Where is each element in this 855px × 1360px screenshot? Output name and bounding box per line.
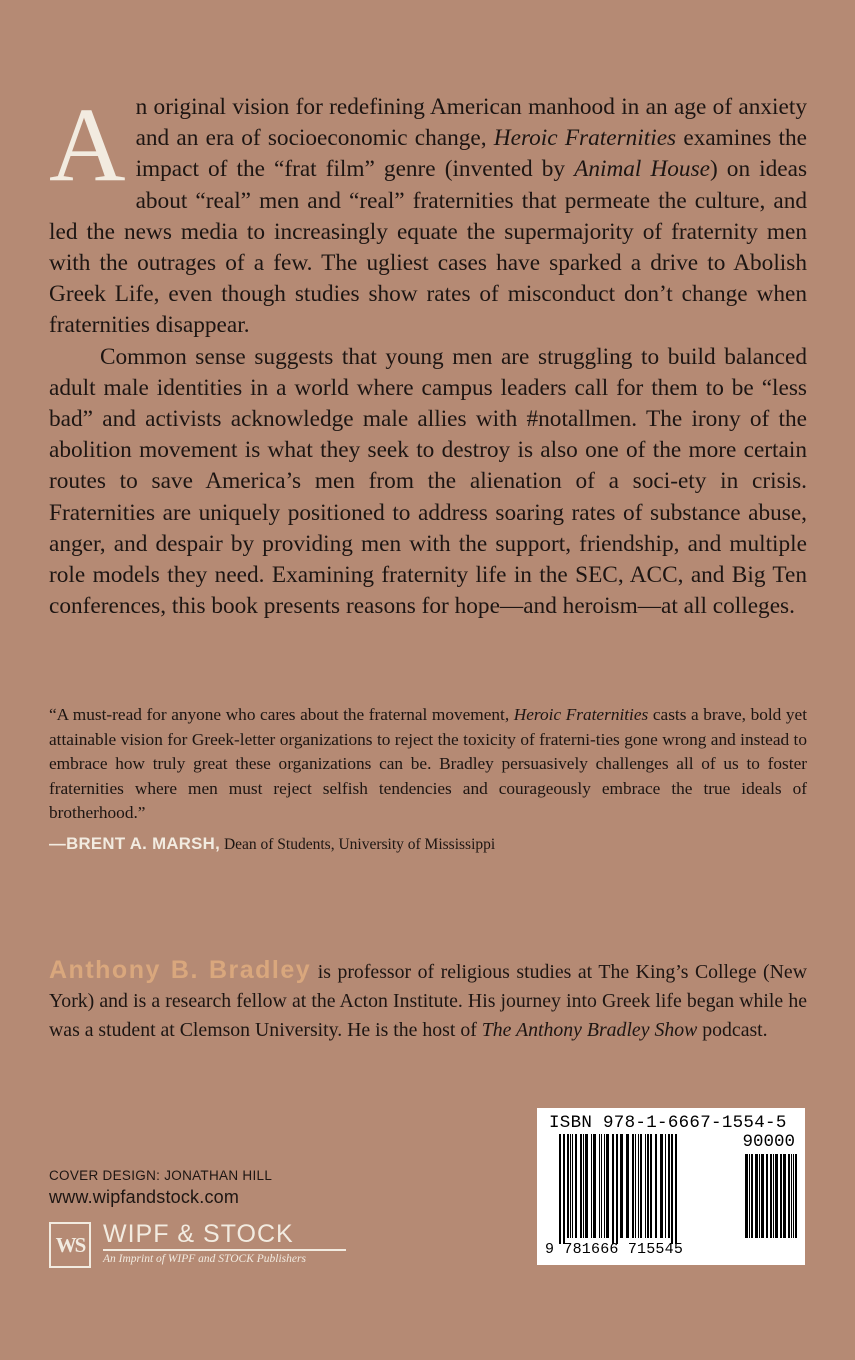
barcode-addon-bar (749, 1154, 750, 1238)
endorser-role: Dean of Students, University of Mississippi (220, 835, 496, 853)
endorsement-text (49, 703, 807, 826)
author-name: Anthony B. Bradley (49, 956, 312, 984)
author-bio-text: is professor of religious studies at The King’s College (New York) and is a research fellow at the Acton Institute. His journey into Greek life began while he was a student at Clemson University. He is the host of (49, 961, 807, 1041)
barcode-bar (655, 1134, 657, 1238)
drop-cap: A (49, 86, 126, 203)
barcode-addon-bar (761, 1154, 764, 1238)
endorsement-attribution (49, 832, 807, 858)
barcode-addon-bar (793, 1154, 794, 1238)
publisher-logo (49, 1222, 349, 1270)
barcode-bar (660, 1134, 663, 1238)
barcode-addon-bar (759, 1154, 760, 1238)
barcode-guard-bar (612, 1134, 614, 1244)
author-show-title: The Anthony Bradley Show (481, 1019, 698, 1041)
back-cover-blurb (49, 86, 808, 622)
barcode-addon-bar (766, 1154, 768, 1238)
barcode-bar (606, 1134, 609, 1238)
barcode-bar (604, 1134, 605, 1238)
barcode-guard-bar (563, 1134, 565, 1244)
price-code: 90000 (742, 1132, 795, 1152)
film-title-italic: Animal House (574, 156, 710, 183)
endorsement-text-b: casts a brave, bold yet attainable vision for Greek-letter organizations to reject the toxicity of fraterni-ties gone wrong and instead to embrace how truly great these organizations can be. Bradley persuasively challenges all of us to foster fraternities where men must reject selfish tendencies and courageously embrace the true ideals of brotherhood.” (49, 705, 807, 823)
endorser-name: —BRENT A. MARSH, (49, 833, 221, 853)
barcode-addon-bar (783, 1154, 786, 1238)
cover-credits (49, 1168, 272, 1208)
barcode-bar (583, 1134, 584, 1238)
barcode-bar (640, 1134, 642, 1238)
barcode-bar (585, 1134, 588, 1238)
barcode-addon-bar (745, 1154, 748, 1238)
barcode-bar (601, 1134, 602, 1238)
isbn-label: ISBN 978-1-6667-1554-5 (549, 1113, 787, 1133)
barcode-guard-bar (675, 1134, 677, 1244)
barcode-bar (626, 1134, 629, 1238)
barcode-addon-bar (755, 1154, 758, 1238)
barcode-bar (665, 1134, 666, 1238)
author-bio (49, 956, 807, 1045)
barcode-bar (650, 1134, 652, 1238)
barcode-guard-bar (616, 1134, 618, 1244)
barcode-bar (599, 1134, 600, 1238)
barcode-addon-bar (773, 1154, 774, 1238)
barcode-bar (591, 1134, 592, 1238)
barcode-bar (647, 1134, 649, 1238)
endorsement-quote (49, 703, 807, 858)
book-title-italic: Heroic Fraternities (493, 125, 677, 152)
barcode-bar (632, 1134, 634, 1238)
ws-logo-mark: WS (49, 1222, 91, 1268)
barcode-guard-bar (671, 1134, 673, 1244)
blurb-p1-text-a: n original vision for redefining American manhood in an age of anxiety and an era of socioeconomic change, (135, 94, 807, 152)
logo-divider (103, 1249, 346, 1251)
barcode-addon-bar (780, 1154, 782, 1238)
barcode-addon-bar (788, 1154, 790, 1238)
barcode-addon-bar (751, 1154, 753, 1238)
barcode-bar (567, 1134, 569, 1238)
barcode-bar (635, 1134, 636, 1238)
endorsement-text-a: “A must-read for anyone who cares about the fraternal movement, (49, 705, 514, 724)
barcode-bar (668, 1134, 670, 1238)
barcode-bar (580, 1134, 582, 1238)
blurb-p1-text-c: ) on ideas about “real” men and “real” fraternities that permeate the culture, and led the news media to increasingly equate the supermajority of fraternity men with the outrages of a few. The ugliest cases have sparked a drive to Abolish Greek Life, even though studies show rates of misconduct don’t change when fraternities disappear. (49, 156, 808, 339)
author-bio-end: podcast. (697, 1019, 768, 1041)
barcode-bar (575, 1134, 577, 1238)
barcode-addon-bar (791, 1154, 792, 1238)
endorsement-book-title: Heroic Fraternities (513, 705, 649, 724)
barcode-bar (638, 1134, 639, 1238)
cover-design-credit: COVER DESIGN: JONATHAN HILL (49, 1168, 273, 1183)
publisher-imprint: An Imprint of WIPF and STOCK Publishers (103, 1253, 306, 1265)
barcode-digits: 9 781666 715545 (545, 1241, 684, 1258)
blurb-paragraph-2: Common sense suggests that young men are struggling to build balanced adult male identities in a world where campus leaders call for them to be “less bad” and activists acknowledge male allies with #notallmen. The irony of the abolition movement is what they seek to destroy is also one of the more certain routes to save America’s men from the alienation of a soci-ety in crisis. Fraternities are uniquely positioned to address soaring rates of substance abuse, anger, and despair by providing men with the support, friendship, and multiple role models they need. Examining fraternity life in the SEC, ACC, and Big Ten conferences, this book presents reasons for hope—and heroism—at all colleges. (49, 343, 807, 620)
barcode-addon-bar (795, 1154, 797, 1238)
blurb-paragraph-1 (49, 86, 808, 342)
barcode-addon-bar (775, 1154, 778, 1238)
barcode-addon-bar (770, 1154, 772, 1238)
barcode-guard-bar (559, 1134, 561, 1244)
isbn-barcode (537, 1108, 805, 1265)
barcode-bar (570, 1134, 571, 1238)
publisher-name: WIPF & STOCK (103, 1220, 294, 1248)
barcode-bar (620, 1134, 623, 1238)
barcode-bar (572, 1134, 573, 1238)
publisher-url: www.wipfandstock.com (49, 1187, 240, 1207)
blurb-p1-text-b: examines the impact of the “frat film” genre (invented by (135, 125, 807, 183)
barcode-bar (645, 1134, 646, 1238)
barcode-bar (593, 1134, 596, 1238)
